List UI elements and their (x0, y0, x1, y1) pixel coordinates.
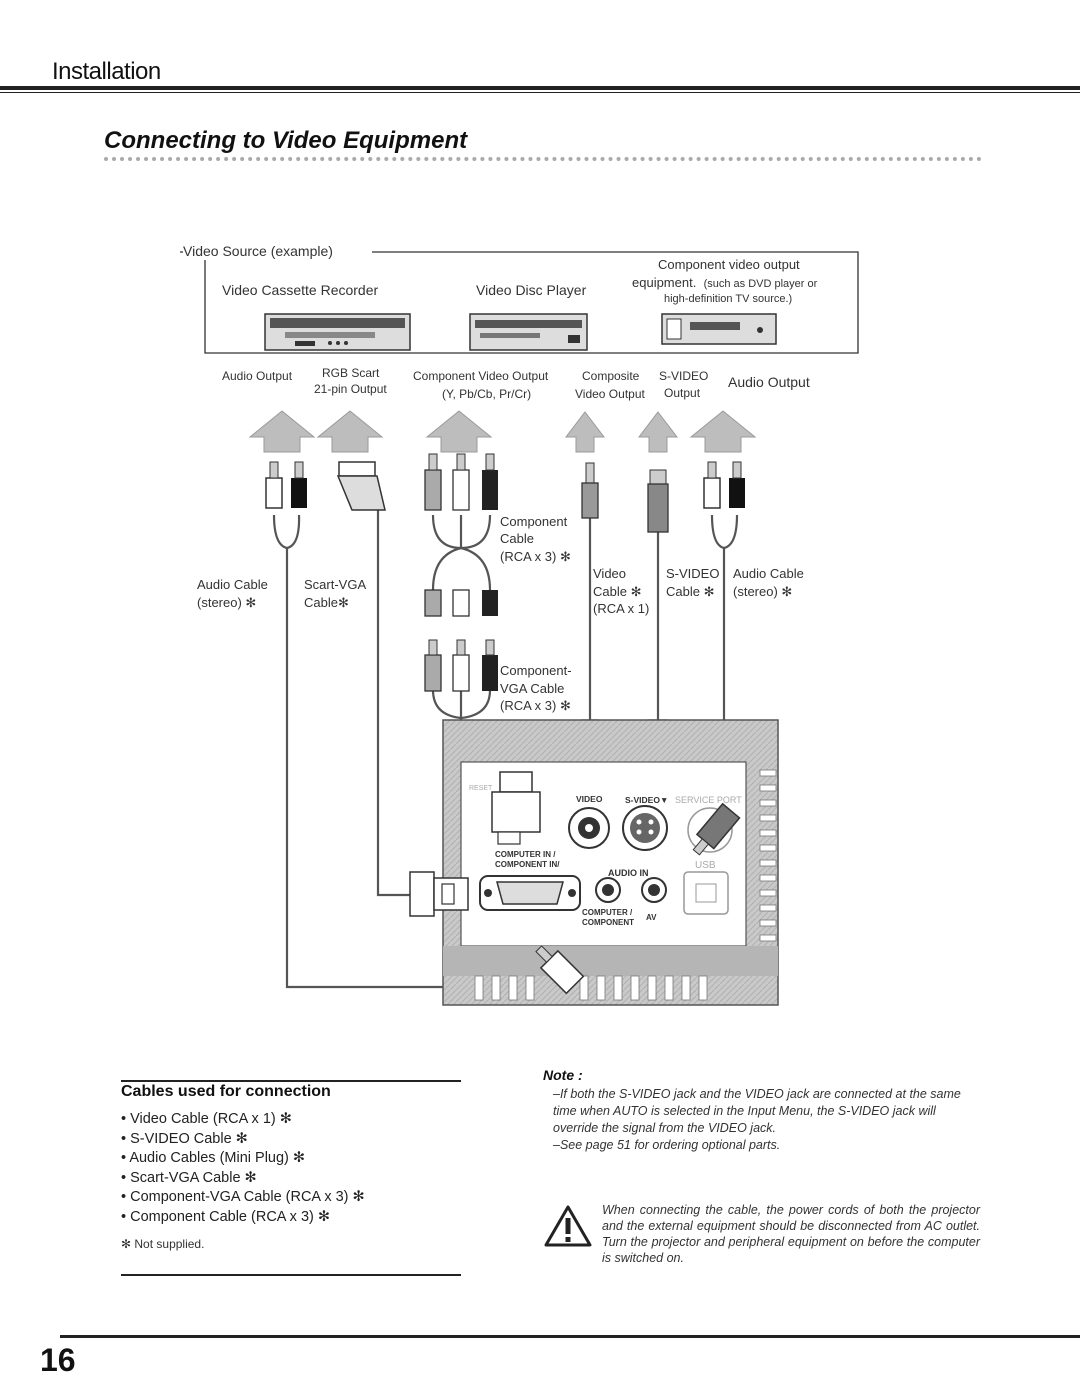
svideo-cable-label: S-VIDEO (666, 566, 720, 581)
warning-text: When connecting the cable, the power cords of both the projector and the external equipment should be disconnected from AC outlet. Turn the projector and peripheral equipment on before the computer is switched on. (602, 1203, 980, 1265)
component-equipment-label-3: high-definition TV source.) (664, 293, 793, 305)
panel-computer-in-label: COMPUTER IN / (495, 850, 556, 859)
audio-output-right-label: Audio Output (728, 374, 810, 390)
component-equipment-label-2: equipment. (such as DVD player or (632, 275, 818, 290)
svideo-output-label: S-VIDEO (659, 369, 709, 383)
disc-player-icon (470, 314, 587, 350)
audio-cable-right-label: Audio Cable (733, 566, 804, 581)
component-cable-label: Component (500, 514, 568, 529)
note-heading: Note : (543, 1067, 583, 1083)
not-supplied-footnote: ✻ Not supplied. (121, 1237, 205, 1251)
audio-cable-left-label-2: (stereo) ✻ (197, 595, 257, 610)
rgb-scart-label: RGB Scart (322, 366, 380, 380)
vga-port (480, 876, 580, 910)
svideo-output-label-2: Output (664, 386, 701, 400)
audio-plug-left (266, 462, 307, 508)
panel-usb-label: USB (695, 860, 716, 871)
panel-computer-audio-label: COMPUTER / (582, 908, 633, 917)
composite-label-2: Video Output (575, 387, 645, 401)
cables-used-title: Cables used for connection (121, 1083, 331, 1100)
panel-reset-label: RESET (469, 785, 493, 792)
audio-plug-right (704, 462, 745, 508)
component-plugs-top (425, 454, 498, 510)
rgb-scart-label-2: 21-pin Output (314, 382, 387, 396)
list-item: • Scart-VGA Cable ✻ (121, 1169, 365, 1189)
page-number: 16 (40, 1342, 76, 1378)
vcr-label: Video Cassette Recorder (222, 282, 379, 298)
scart-vga-label-2: Cable✻ (304, 595, 349, 610)
component-equipment-label-1: Component video output (658, 257, 800, 272)
list-item: • Component Cable (RCA x 3) ✻ (121, 1208, 365, 1228)
video-cable-label: Video (593, 566, 627, 581)
panel-svideo-label: S-VIDEO▼ (625, 795, 669, 805)
note-line: –See page 51 for ordering optional parts. (553, 1138, 781, 1152)
component-vga-label-3: (RCA x 3) ✻ (500, 698, 571, 713)
warning-triangle-icon (544, 1204, 592, 1248)
panel-audio-in-label: AUDIO IN (608, 868, 649, 878)
svideo-cable-label-2: Cable ✻ (666, 584, 715, 599)
scart-vga-label: Scart-VGA (304, 577, 367, 592)
panel-component-audio-label: COMPONENT (582, 918, 634, 927)
panel-video-label: VIDEO (576, 794, 603, 804)
footer-rule (60, 1335, 1080, 1338)
audio-output-label: Audio Output (222, 369, 293, 383)
disc-player-label: Video Disc Player (476, 282, 587, 298)
component-cable-label-2: Cable (500, 531, 534, 546)
component-vga-plugs (425, 640, 498, 691)
component-cable-label-3: (RCA x 3) ✻ (500, 549, 571, 564)
vcr-icon (265, 314, 410, 350)
note-body (553, 1086, 981, 1154)
cables-list (121, 1110, 365, 1228)
vga-plug-side (410, 872, 468, 916)
component-plugs-middle (425, 590, 498, 616)
video-cable-label-2: Cable ✻ (593, 584, 642, 599)
component-vga-label: Component- (500, 663, 572, 678)
cables-box-top-rule (121, 1080, 461, 1082)
video-jack (569, 808, 609, 848)
section-title: Installation (52, 58, 161, 85)
projector-panel (443, 720, 778, 1005)
panel-service-port-label: SERVICE PORT (675, 795, 742, 805)
video-cable-label-3: (RCA x 1) (593, 601, 650, 616)
component-vga-label-2: VGA Cable (500, 681, 565, 696)
svideo-jack (623, 806, 667, 850)
panel-av-label: AV (646, 913, 657, 922)
list-item: • Audio Cables (Mini Plug) ✻ (121, 1149, 365, 1169)
usb-port (684, 872, 728, 914)
dvd-player-icon (662, 314, 776, 344)
scart-plug (338, 462, 385, 510)
page-title: Connecting to Video Equipment (104, 127, 468, 154)
component-output-label-2: (Y, Pb/Cb, Pr/Cr) (442, 387, 532, 401)
list-item: • Component-VGA Cable (RCA x 3) ✻ (121, 1188, 365, 1208)
audio-cable-right-label-2: (stereo) ✻ (733, 584, 793, 599)
composite-label: Composite (582, 369, 640, 383)
list-item: • S-VIDEO Cable ✻ (121, 1130, 365, 1150)
list-item: • Video Cable (RCA x 1) ✻ (121, 1110, 365, 1130)
video-source-label: Video Source (example) (183, 243, 339, 260)
audio-cable-left-label: Audio Cable (197, 577, 268, 592)
panel-component-in-label: COMPONENT IN/ (495, 860, 560, 869)
cables-box-bottom-rule (121, 1274, 461, 1276)
component-output-label: Component Video Output (413, 369, 549, 383)
signal-arrows (250, 411, 755, 452)
note-line: –If both the S-VIDEO jack and the VIDEO jack are connected at the same time when AUTO is selected in the Input Menu, the S-VIDEO jack will override the signal from the VIDEO jack. (553, 1087, 961, 1135)
